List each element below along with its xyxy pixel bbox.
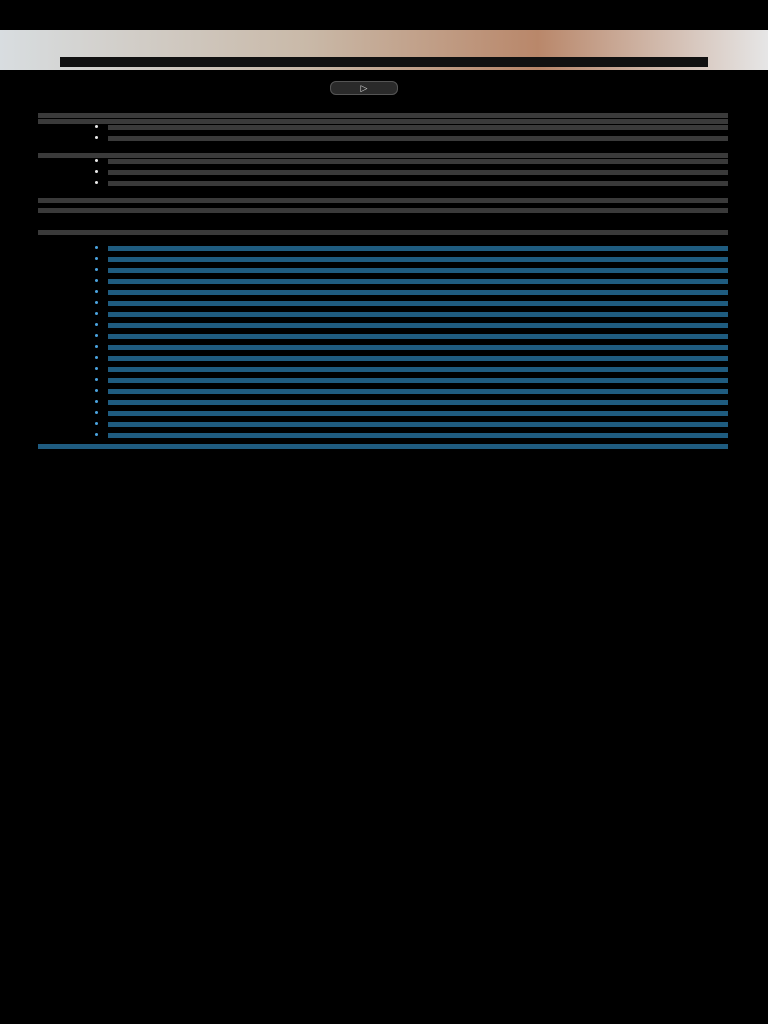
list-item: [108, 156, 728, 167]
unreadable-text-line: [108, 312, 728, 317]
list-item: [108, 133, 728, 144]
list-item: [108, 178, 728, 189]
unreadable-text-line: [108, 345, 728, 350]
unreadable-text-line: [108, 356, 728, 361]
unreadable-text-line: [108, 246, 728, 251]
unreadable-text-line: [108, 125, 728, 130]
unreadable-text-line: [108, 334, 728, 339]
unreadable-text-line: [38, 113, 728, 118]
unreadable-text-line: [108, 400, 728, 405]
unreadable-text-line: [38, 444, 728, 449]
unreadable-text-line: [108, 422, 728, 427]
unreadable-text-line: [108, 323, 728, 328]
unreadable-text-line: [108, 367, 728, 372]
unreadable-text-line: [108, 170, 728, 175]
unreadable-text-line: [108, 279, 728, 284]
unreadable-text-line: [108, 290, 728, 295]
unreadable-text-line: [108, 268, 728, 273]
unreadable-text-line: [108, 433, 728, 438]
video-play-button[interactable]: [330, 81, 398, 95]
paragraph-block: [38, 110, 728, 116]
article-header: [38, 0, 728, 2]
play-icon: ▷: [360, 82, 368, 93]
unreadable-text-line: [108, 389, 728, 394]
hero-banner: [0, 30, 768, 70]
article-body: [38, 104, 728, 441]
list-item: [108, 167, 728, 178]
unreadable-text-line: [108, 301, 728, 306]
hero-caption-strip: [60, 57, 708, 67]
bullet-list: [38, 156, 728, 189]
unreadable-text-line: [38, 230, 728, 235]
chapter-link-list: [38, 243, 728, 441]
unreadable-text-line: [108, 378, 728, 383]
unreadable-text-line: [108, 411, 728, 416]
unreadable-text-line: [108, 159, 728, 164]
list-item: [108, 122, 728, 133]
unreadable-text-line: [108, 257, 728, 262]
unreadable-text-line: [38, 208, 728, 213]
unreadable-text-line: [38, 198, 728, 203]
unreadable-text-line: [108, 181, 728, 186]
bullet-list: [38, 122, 728, 144]
unreadable-text-line: [108, 136, 728, 141]
